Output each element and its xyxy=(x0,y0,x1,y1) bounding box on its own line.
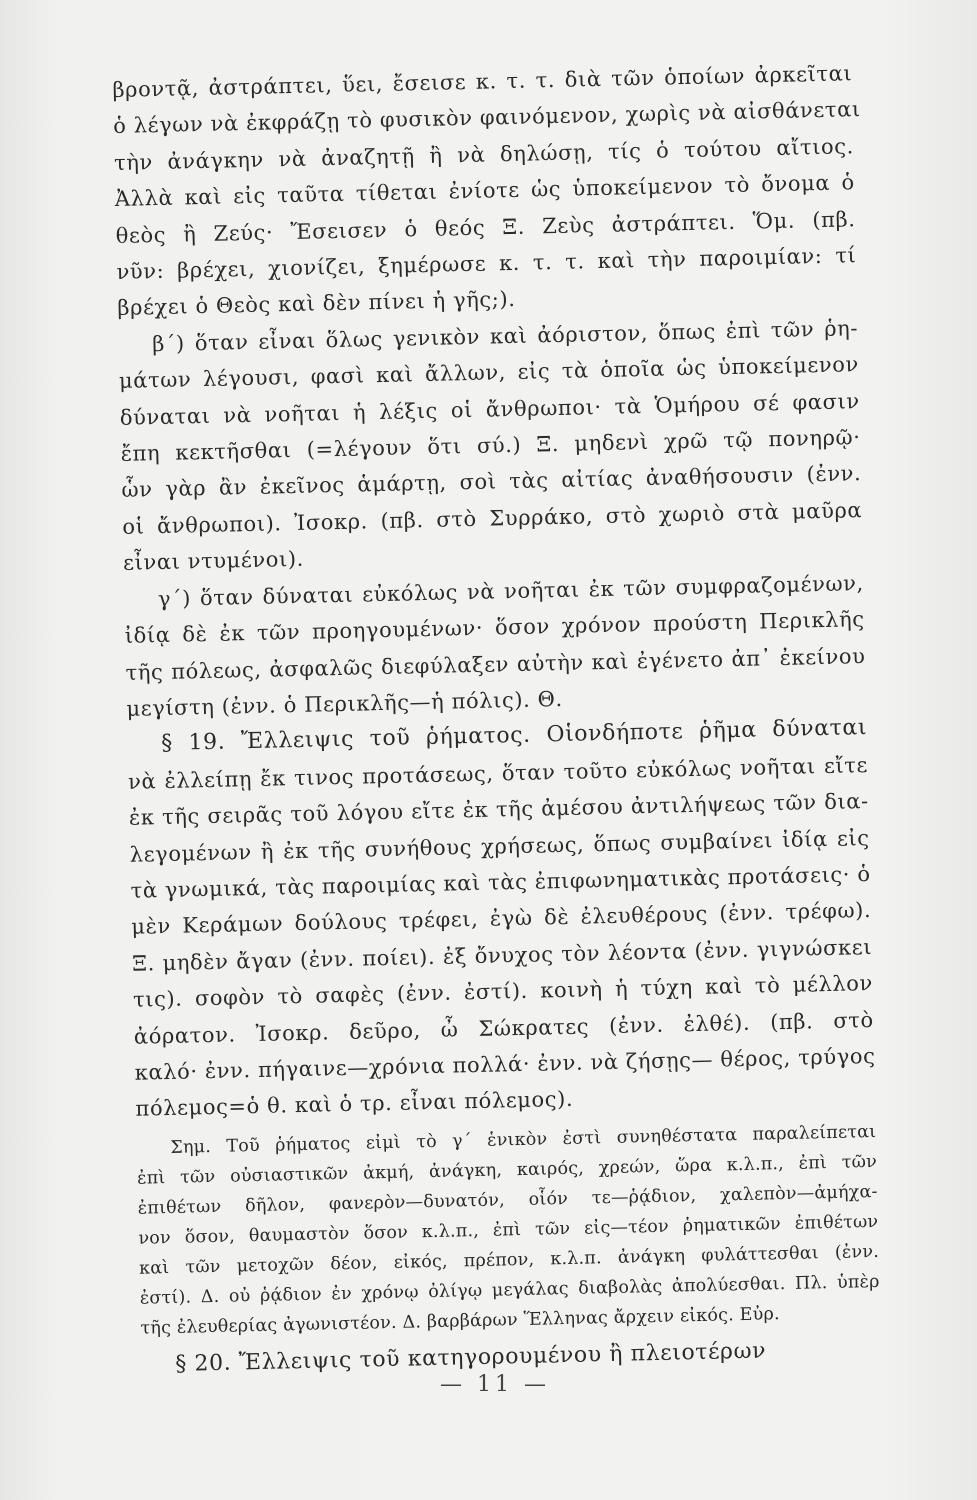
paragraph-b xyxy=(118,310,864,582)
page-text xyxy=(112,55,882,1384)
note-line: νον ὅσον, θαυμαστὸν ὅσον κ.λ.π., ἐπὶ τῶν εἰς—τέον ῥηματικῶν ἐπιθέτων xyxy=(138,1211,879,1249)
text-line: μεγίστη (ἐνν. ὁ Περικλῆς—ἡ πόλις). Θ. xyxy=(126,686,564,721)
note-line: ἐπιθέτων δῆλον, φανερὸν—δυνατόν, οἷόν τε—ῥᾴδιον, χαλεπὸν—ἀμήχα- xyxy=(137,1181,878,1219)
text-line: τὴν ἀνάγκην νὰ ἀναζητῇ ἢ νὰ δηλώσῃ, τίς ὁ τούτου αἴτιος. xyxy=(113,134,855,175)
note-line: Σημ. Τοῦ ῥήματος εἰμὶ τὸ γ΄ ἑνικὸν ἐστὶ συνηθέστατα παραλείπεται xyxy=(170,1121,877,1158)
page-number: — 11 — xyxy=(440,1372,550,1397)
note-line: ἐπὶ τῶν οὐσιαστικῶν ἀκμή, ἀνάγκη, καιρός, χρεών, ὥρα κ.λ.π., ἐπὶ τῶν xyxy=(136,1151,878,1189)
text-line: τῆς πόλεως, ἀσφαλῶς διεφύλαξεν αὐτὴν καὶ ἐγένετο ἀπ᾿ ἐκείνου xyxy=(125,643,866,685)
text-line: μὲν Κεράμων δούλους τρέφει, ἐγὼ δὲ ἐλευθέρους (ἐνν. τρέφω). xyxy=(131,898,872,940)
text-line: οἱ ἄνθρωποι). Ἰσοκρ. (πβ. στὸ Συρράκο, στὸ χωριὸ στὰ μαῦρα xyxy=(122,497,863,539)
text-line: νὰ ἐλλείπῃ ἔκ τινος προτάσεως, ὅταν τοῦτο εὐκόλως νοῆται εἴτε xyxy=(127,752,869,794)
text-line: καλό· ἐνν. πήγαινε—χρόνια πολλά· ἐνν. νὰ ζήσῃς— θέρος, τρύγος xyxy=(134,1043,876,1085)
note-line: ἐστί). Δ. οὐ ῥᾴδιον ἐν χρόνῳ ὀλίγῳ μεγάλας διαβολὰς ἀπολύεσθαι. Πλ. ὑπὲρ xyxy=(139,1271,880,1309)
text-line: νῦν: βρέχει, χιονίζει, ξημέρωσε κ. τ. τ. καὶ τὴν παροιμίαν: τί xyxy=(116,243,857,284)
text-line: ὧν γὰρ ἂν ἐκεῖνος ἁμάρτῃ, σοὶ τὰς αἰτίας ἀναθήσουσιν (ἐνν. xyxy=(121,461,862,503)
section-heading: § 19. Ἔλλειψις τοῦ ῥήματος. Οἱονδήποτε ῥῆμα δύναται xyxy=(160,715,868,757)
text-line: ἐκ τῆς σειρᾶς τοῦ λόγου εἴτε ἐκ τῆς ἀμέσου ἀντιλήψεως τῶν δια- xyxy=(128,789,870,830)
text-line: γ΄) ὅταν δύναται εὐκόλως νὰ νοῆται ἐκ τῶν συμφραζομένων, xyxy=(157,570,865,611)
text-line: Ἀλλὰ καὶ εἰς ταῦτα τίθεται ἐνίοτε ὡς ὑποκείμενον τὸ ὄνομα ὁ xyxy=(114,170,855,212)
text-line: λεγομένων ἢ ἐκ τῆς συνήθους χρήσεως, ὅπως συμβαίνει ἰδίᾳ εἰς xyxy=(129,825,870,867)
paragraph-a xyxy=(112,55,861,327)
text-line: β΄) ὅταν εἶναι ὅλως γενικὸν καὶ ἀόριστον, ὅπως ἐπὶ τῶν ῥη- xyxy=(151,315,859,356)
text-line: Ξ. μηδὲν ἄγαν (ἐνν. ποίει). ἐξ ὄνυχος τὸν λέοντα (ἐνν. γιγνώσκει xyxy=(131,934,873,976)
text-line: ἔπη κεκτῆσθαι (=λέγουν ὅτι σύ.) Ξ. μηδενὶ χρῶ τῷ πονηρῷ· xyxy=(120,425,861,466)
section-20-heading: § 20. Ἔλλειψις τοῦ κατηγορουμένου ἢ πλειοτέρων xyxy=(175,1338,767,1377)
text-line: βροντᾷ, ἀστράπτει, ὕει, ἔσεισε κ. τ. τ. διὰ τῶν ὁποίων ἀρκεῖται xyxy=(112,61,853,102)
section-19 xyxy=(127,710,876,1127)
text-line: βρέχει ὁ Θεὸς καὶ δὲν πίνει ἡ γῆς;). xyxy=(117,287,516,321)
footnote xyxy=(136,1117,881,1344)
text-line: πόλεμος=ὁ θ. καὶ ὁ τρ. εἶναι πόλεμος). xyxy=(135,1087,574,1122)
text-line: τις). σοφὸν τὸ σαφὲς (ἐνν. ἐστί). κοινὴ ἡ τύχη καὶ τὸ μέλλον xyxy=(132,971,874,1012)
text-line: θεὸς ἢ Ζεύς· Ἔσεισεν ὁ θεός Ξ. Ζεὺς ἀστράπτει. Ὅμ. (πβ. xyxy=(115,206,856,248)
text-line: μάτων λέγουσι, φασὶ καὶ ἄλλων, εἰς τὰ ὁποῖα ὡς ὑποκείμενον xyxy=(118,352,860,394)
note-line: τῆς ἐλευθερίας ἀγωνιστέον. Δ. βαρβάρων Ἕλληνας ἄρχειν εἰκός. Εὐρ. xyxy=(140,1303,780,1339)
text-line: εἶναι ντυμένοι). xyxy=(122,547,305,576)
text-line: δύναται νὰ νοῆται ἡ λέξις οἱ ἄνθρωποι· τὰ Ὁμήρου σέ φασιν xyxy=(119,388,860,430)
text-line: ἀόρατον. Ἰσοκρ. δεῦρο, ὦ Σώκρατες (ἐνν. ἐλθέ). (πβ. στὸ xyxy=(133,1007,874,1049)
text-line: ἰδίᾳ δὲ ἐκ τῶν προηγουμένων· ὅσον χρόνον προύστη Περικλῆς xyxy=(124,607,865,648)
paragraph-c xyxy=(124,565,867,727)
text-line: τὰ γνωμικά, τὰς παροιμίας καὶ τὰς ἐπιφωνηματικὰς προτάσεις· ὁ xyxy=(130,861,871,903)
text-line: ὁ λέγων νὰ ἐκφράζῃ τὸ φυσικὸν φαινόμενον, χωρὶς νὰ αἰσθάνεται xyxy=(112,97,861,139)
note-line: καὶ τῶν μετοχῶν δέον, εἰκός, πρέπον, κ.λ.π. ἀνάγκη φυλάττεσθαι (ἐνν. xyxy=(138,1241,880,1279)
